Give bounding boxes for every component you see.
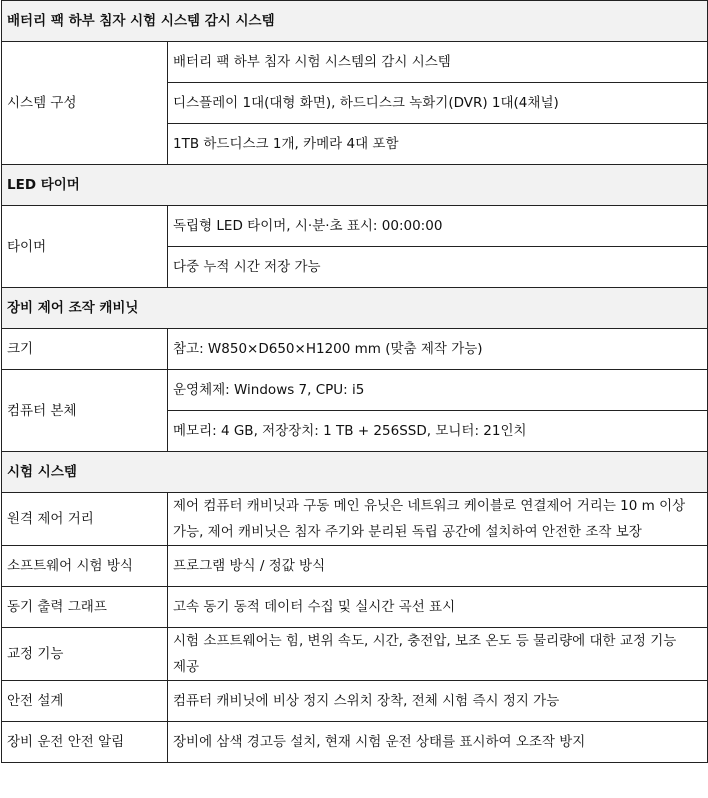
section-header-row: [2, 1, 708, 42]
table-row: [2, 546, 708, 587]
section-title-test-system: 시험 시스템: [2, 452, 708, 493]
row-value: 독립형 LED 타이머, 시·분·초 표시: 00:00:00: [168, 206, 708, 247]
row-value: 장비에 삼색 경고등 설치, 현재 시험 운전 상태를 표시하여 오조작 방지: [168, 722, 708, 763]
row-value: 운영체제: Windows 7, CPU: i5: [168, 370, 708, 411]
row-value: 디스플레이 1대(대형 화면), 하드디스크 녹화기(DVR) 1대(4채널): [168, 83, 708, 124]
row-value: 프로그램 방식 / 정값 방식: [168, 546, 708, 587]
row-label-system-config: 시스템 구성: [2, 42, 168, 165]
row-value: 고속 동기 동적 데이터 수집 및 실시간 곡선 표시: [168, 587, 708, 628]
row-label-sync-graph: 동기 출력 그래프: [2, 587, 168, 628]
row-label-computer: 컴퓨터 본체: [2, 370, 168, 452]
row-label-safety-alert: 장비 운전 안전 알림: [2, 722, 168, 763]
table-row: [2, 370, 708, 411]
table-row: [2, 722, 708, 763]
row-value: 배터리 팩 하부 침자 시험 시스템의 감시 시스템: [168, 42, 708, 83]
section-header-row: [2, 452, 708, 493]
row-label-safety-design: 안전 설계: [2, 681, 168, 722]
table-row: [2, 681, 708, 722]
table-row: [2, 329, 708, 370]
row-value: 1TB 하드디스크 1개, 카메라 4대 포함: [168, 124, 708, 165]
table-row: [2, 587, 708, 628]
row-label-size: 크기: [2, 329, 168, 370]
table-row: [2, 206, 708, 247]
section-header-row: [2, 288, 708, 329]
table-row: [2, 628, 708, 681]
row-value: 참고: W850×D650×H1200 mm (맞춤 제작 가능): [168, 329, 708, 370]
section-header-row: [2, 165, 708, 206]
table-row: [2, 42, 708, 83]
row-value: 시험 소프트웨어는 힘, 변위 속도, 시간, 충전압, 보조 온도 등 물리량에 대한 교정 기능 제공: [168, 628, 708, 681]
row-value: 메모리: 4 GB, 저장장치: 1 TB + 256SSD, 모니터: 21인치: [168, 411, 708, 452]
row-value: 다중 누적 시간 저장 가능: [168, 247, 708, 288]
row-label-calibration: 교정 기능: [2, 628, 168, 681]
section-title-control-cabinet: 장비 제어 조작 캐비닛: [2, 288, 708, 329]
spec-table: [1, 0, 708, 763]
row-label-remote-distance: 원격 제어 거리: [2, 493, 168, 546]
table-row: [2, 493, 708, 546]
row-label-timer: 타이머: [2, 206, 168, 288]
row-label-software-method: 소프트웨어 시험 방식: [2, 546, 168, 587]
section-title-led-timer: LED 타이머: [2, 165, 708, 206]
row-value: 컴퓨터 캐비닛에 비상 정지 스위치 장착, 전체 시험 즉시 정지 가능: [168, 681, 708, 722]
section-title-monitoring: 배터리 팩 하부 침자 시험 시스템 감시 시스템: [2, 1, 708, 42]
row-value: 제어 컴퓨터 캐비닛과 구동 메인 유닛은 네트워크 케이블로 연결제어 거리는 10 m 이상 가능, 제어 캐비닛은 침자 주기와 분리된 독립 공간에 설치하여 안전한 조작 보장: [168, 493, 708, 546]
